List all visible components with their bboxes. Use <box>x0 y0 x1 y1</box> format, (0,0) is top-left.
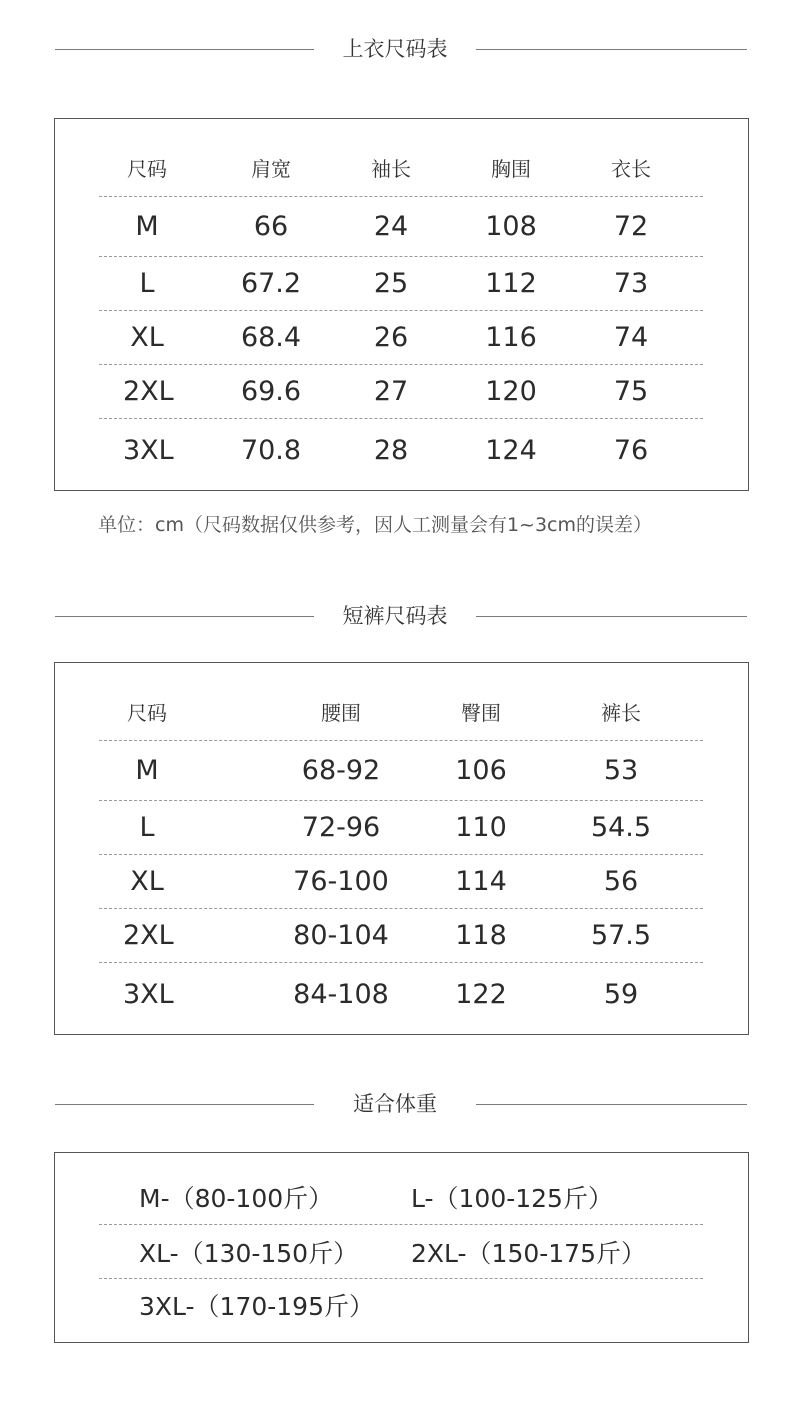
value-cell: 67.2 <box>240 268 302 299</box>
size-cell: 3XL <box>123 978 174 1010</box>
column-header-hip: 臀围 <box>461 701 501 725</box>
section-title: 适合体重 <box>353 1092 437 1116</box>
table-row <box>99 419 703 481</box>
size-cell: L <box>139 812 155 843</box>
section-title: 上衣尺码表 <box>342 37 448 61</box>
table-row <box>99 741 703 801</box>
value-cell: 54.5 <box>590 812 652 843</box>
value-cell: 56 <box>603 866 639 897</box>
value-cell: 53 <box>603 755 639 786</box>
value-cell: 108 <box>485 211 537 242</box>
value-cell: 59 <box>603 978 639 1010</box>
value-cell: 114 <box>455 866 507 897</box>
value-cell: 124 <box>485 434 537 466</box>
value-cell: 75 <box>613 376 649 407</box>
section-title: 短裤尺码表 <box>342 604 448 628</box>
table-header-row <box>99 683 703 741</box>
column-header-pant-length: 裤长 <box>601 701 641 725</box>
column-header-size: 尺码 <box>127 701 167 725</box>
weight-item: L-（100-125斤） <box>411 1184 613 1213</box>
value-cell: 26 <box>373 322 409 353</box>
table-row <box>99 855 703 909</box>
value-cell: 74 <box>613 322 649 353</box>
weight-row <box>99 1170 703 1225</box>
weight-guide-heading <box>0 1084 790 1124</box>
size-cell: 2XL <box>123 376 174 407</box>
value-cell: 80-104 <box>293 920 389 951</box>
divider-line <box>55 1104 314 1105</box>
weight-item: 2XL-（150-175斤） <box>411 1238 646 1268</box>
value-cell: 27 <box>373 376 409 407</box>
table-row <box>99 257 703 311</box>
table-row <box>99 197 703 257</box>
value-cell: 118 <box>455 920 507 951</box>
value-cell: 68.4 <box>240 322 302 353</box>
column-header-sleeve: 袖长 <box>371 157 411 181</box>
divider-line <box>55 49 314 50</box>
value-cell: 68-92 <box>301 755 381 786</box>
value-cell: 57.5 <box>590 920 652 951</box>
table-header-row <box>99 139 703 197</box>
value-cell: 84-108 <box>293 978 389 1010</box>
divider-line <box>476 616 747 617</box>
value-cell: 25 <box>373 268 409 299</box>
column-header-waist: 腰围 <box>321 701 361 725</box>
table-row <box>99 909 703 963</box>
divider-line <box>476 1104 747 1105</box>
table-row <box>99 963 703 1025</box>
weight-guide-box <box>54 1152 749 1343</box>
shorts-size-chart-heading <box>0 596 790 636</box>
value-cell: 24 <box>373 211 409 242</box>
value-cell: 28 <box>373 434 409 466</box>
weight-item: 3XL-（170-195斤） <box>139 1292 374 1321</box>
table-row <box>99 365 703 419</box>
table-row <box>99 311 703 365</box>
value-cell: 116 <box>485 322 537 353</box>
size-cell: XL <box>130 322 164 353</box>
size-cell: L <box>139 268 155 299</box>
weight-row <box>99 1225 703 1279</box>
value-cell: 76-100 <box>293 866 389 897</box>
value-cell: 73 <box>613 268 649 299</box>
value-cell: 70.8 <box>240 434 302 466</box>
value-cell: 76 <box>613 434 649 466</box>
top-size-chart-heading <box>0 29 790 69</box>
value-cell: 106 <box>455 755 507 786</box>
value-cell: 72 <box>613 211 649 242</box>
size-cell: M <box>135 211 159 242</box>
weight-item: M-（80-100斤） <box>139 1184 334 1213</box>
value-cell: 120 <box>485 376 537 407</box>
value-cell: 110 <box>455 812 507 843</box>
column-header-length: 衣长 <box>611 157 651 181</box>
unit-note: 单位：cm（尺码数据仅供参考，因人工测量会有1~3cm的误差） <box>98 514 653 536</box>
divider-line <box>476 49 747 50</box>
column-header-size: 尺码 <box>127 157 167 181</box>
size-cell: 2XL <box>123 920 174 951</box>
value-cell: 72-96 <box>301 812 381 843</box>
column-header-shoulder: 肩宽 <box>251 157 291 181</box>
table-row <box>99 801 703 855</box>
top-size-table <box>54 118 749 491</box>
value-cell: 69.6 <box>240 376 302 407</box>
weight-row <box>99 1279 703 1331</box>
size-cell: M <box>135 755 159 786</box>
size-cell: 3XL <box>123 434 174 466</box>
value-cell: 112 <box>485 268 537 299</box>
column-header-chest: 胸围 <box>491 157 531 181</box>
weight-item: XL-（130-150斤） <box>139 1238 359 1268</box>
divider-line <box>55 616 314 617</box>
value-cell: 122 <box>455 978 507 1010</box>
size-cell: XL <box>130 866 164 897</box>
shorts-size-table <box>54 662 749 1035</box>
value-cell: 66 <box>253 211 289 242</box>
